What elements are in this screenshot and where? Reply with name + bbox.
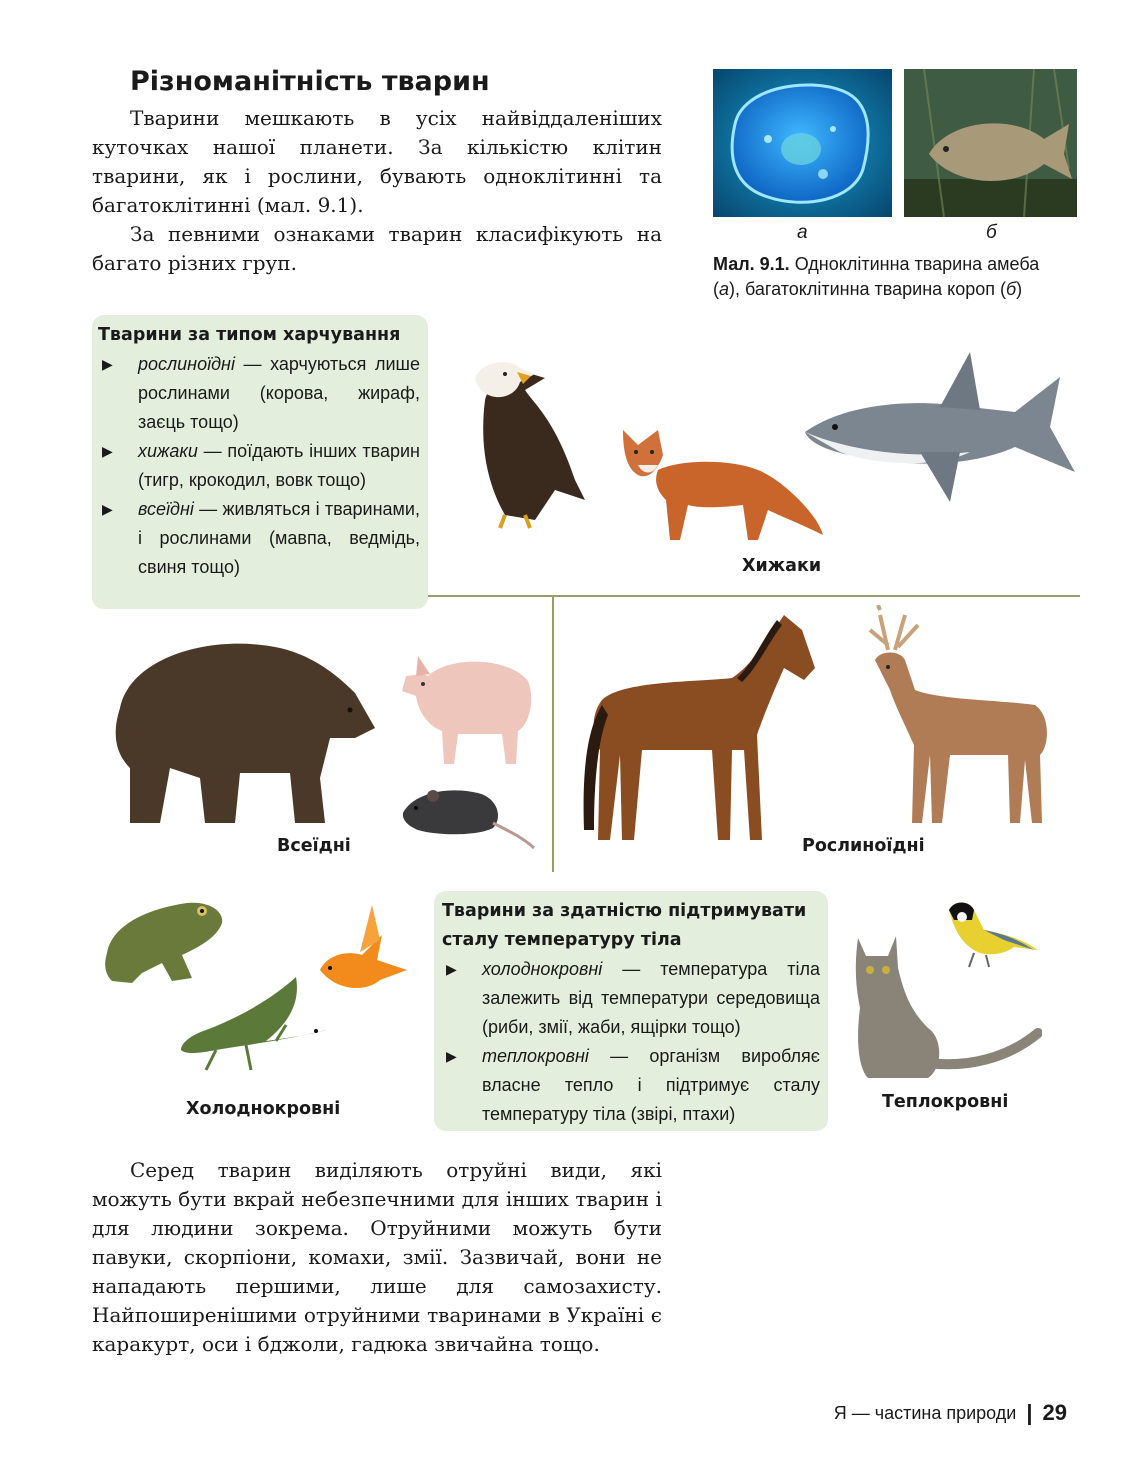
definition-text: — організм виробляє власне тепло і підтримує сталу температуру тіла (звірі, птахи) — [482, 1046, 820, 1124]
figure-caption-number: Мал. 9.1. — [713, 254, 790, 274]
deer-image — [850, 605, 1055, 827]
definition-text: — поїдають інших тварин (тигр, крокодил, вовк тощо) — [138, 441, 420, 490]
group-label-herbivores: Рослиноїдні — [802, 836, 925, 856]
temperature-box — [434, 891, 828, 1131]
feeding-type-box — [92, 315, 428, 609]
temperature-box-title-line2: сталу температуру тіла — [442, 930, 682, 950]
definition-text: — харчуються лише рослинами (корова, жираф, заєць тощо) — [138, 354, 420, 432]
eagle-image — [465, 360, 593, 532]
footer-section-title: Я — частина природи — [833, 1402, 1017, 1423]
bullet-arrow-icon: ▶ — [102, 443, 113, 459]
rat-image — [398, 778, 536, 850]
list-item — [98, 350, 420, 437]
list-item — [442, 955, 820, 1042]
definition-text: — живляться і тваринами, і рослинами (мавпа, ведмідь, свиня тощо) — [138, 499, 420, 577]
fox-image — [618, 420, 828, 542]
figure-caption-text-2: ), багатоклітинна тварина короп ( — [729, 279, 1007, 299]
bear-image — [100, 628, 378, 826]
term-herbivores: рослиноїдні — [138, 354, 235, 374]
shark-image — [800, 352, 1077, 512]
bullet-arrow-icon: ▶ — [446, 1048, 457, 1064]
body-text — [92, 1156, 662, 1359]
footer-separator: | — [1026, 1400, 1033, 1425]
figure-label-a: а — [797, 222, 808, 243]
list-item — [98, 437, 420, 495]
term-warm-blooded: теплокровні — [482, 1046, 589, 1066]
horse-image — [572, 610, 817, 848]
figure-caption — [713, 252, 1063, 302]
figure-caption-b: б — [1006, 279, 1017, 299]
divider-horizontal — [428, 595, 1080, 597]
group-label-omnivores: Всеїдні — [277, 836, 351, 856]
divider-vertical — [552, 595, 554, 872]
feeding-box-title: Тварини за типом харчування — [98, 325, 401, 345]
pig-image — [398, 636, 536, 766]
figure-caption-text-1: Одноклітинна тварина амеба ( — [713, 254, 1040, 299]
group-label-cold-blooded: Холоднокровні — [186, 1099, 341, 1119]
term-cold-blooded: холоднокровні — [482, 959, 603, 979]
page-number: 29 — [1042, 1400, 1067, 1425]
feeding-list — [98, 350, 420, 582]
carp-image — [904, 69, 1077, 217]
definition-text: — температура тіла залежить від температури середовища (риби, змії, жаби, ящірки тощо) — [482, 959, 820, 1037]
group-label-warm-blooded: Теплокровні — [882, 1092, 1009, 1112]
temperature-list — [442, 955, 820, 1129]
term-predators: хижаки — [138, 441, 198, 461]
figure-label-b: б — [986, 222, 997, 243]
amoeba-image — [713, 69, 892, 217]
page-title: Різноманітність тварин — [130, 66, 490, 97]
figure-caption-a: а — [719, 279, 730, 299]
page-footer — [834, 1400, 1067, 1426]
bullet-arrow-icon: ▶ — [102, 356, 113, 372]
bullet-arrow-icon: ▶ — [102, 501, 113, 517]
lizard-image — [176, 975, 334, 1083]
bullet-arrow-icon: ▶ — [446, 961, 457, 977]
frog-image — [102, 893, 226, 986]
figure-caption-text-3: ) — [1016, 279, 1023, 299]
intro-text — [92, 104, 662, 278]
intro-paragraph-2: За певними ознаками тварин класифікують на багато різних груп. — [92, 222, 662, 275]
term-omnivores: всеїдні — [138, 499, 194, 519]
list-item — [98, 495, 420, 582]
temperature-box-title-line1: Тварини за здатністю підтримувати — [442, 901, 807, 921]
body-paragraph: Серед тварин виділяють отруйні види, які можуть бути вкрай небезпечними для інших тварин і для людини зокрема. Отруйними можуть бути павуки, скорпіони, комахи, змії. Зазвичай, вони не нападають першими, лише для самозахисту. Найпоширенішими отруйними тваринами в Україні є каракурт, оси і бджоли, гадюка звичайна тощо. — [92, 1158, 662, 1356]
group-label-predators: Хижаки — [742, 556, 822, 576]
cat-image — [848, 928, 1042, 1080]
intro-paragraph-1: Тварини мешкають в усіх найвіддаленіших куточках нашої планети. За кількістю клітин тварини, як і рослини, бувають одноклітинні та багатоклітинні (мал. 9.1). — [92, 106, 662, 217]
list-item — [442, 1042, 820, 1129]
